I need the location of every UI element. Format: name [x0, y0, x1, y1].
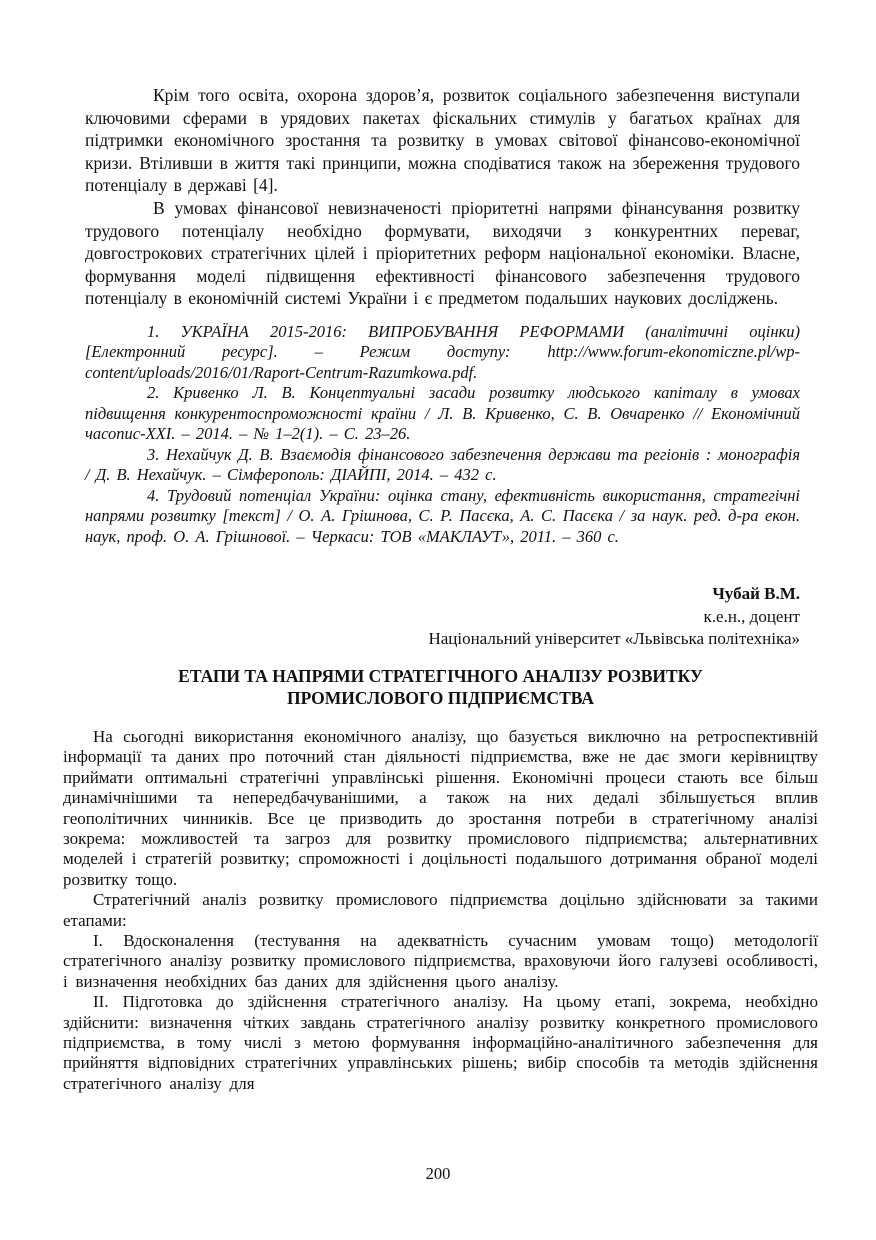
paragraph: Стратегічний аналіз розвитку промислового підприємства доцільно здійснювати за такими етапами: — [63, 890, 818, 930]
reference-item: 3. Нехайчук Д. В. Взаємодія фінансового забезпечення держави та регіонів : монографія / Д. В. Нехайчук. – Сімферополь: ДІАЙПІ, 2014. – 432 с. — [85, 444, 800, 485]
new-article-body — [63, 727, 818, 1094]
new-article-section — [63, 583, 818, 1094]
paragraph: І. Вдосконалення (тестування на адекватність сучасним умовам тощо) методології стратегічного аналізу розвитку промислового підприємства, враховуючи його галузеві особливості, і визначення необхідних баз даних для здійснення цього аналізу. — [63, 931, 818, 991]
author-block — [63, 583, 800, 651]
reference-list — [85, 322, 800, 548]
previous-article-section — [85, 84, 800, 547]
article-title-line: ПРОМИСЛОВОГО ПІДПРИЄМСТВА — [286, 687, 595, 708]
article-title — [121, 665, 761, 709]
reference-item: 1. УКРАЇНА 2015-2016: ВИПРОБУВАННЯ РЕФОРМАМИ (аналітичні оцінки) [Електронний ресурс]. – Режим доступу: http://www.forum-ekonomiczne.pl/wp-content/uploads/2016/01/Raport-Centrum-Razumkowa.pdf. — [85, 321, 800, 382]
author-name: Чубай В.М. — [712, 584, 800, 604]
author-degree: к.е.н., доцент — [703, 606, 800, 626]
author-affiliation: Національний університет «Львівська політехніка» — [428, 629, 800, 649]
paragraph: ІІ. Підготовка до здійснення стратегічного аналізу. На цьому етапі, зокрема, необхідно здійснити: визначення чітких завдань стратегічного аналізу розвитку конкретного промислового підприємства, в тому числі з метою формування інформаційно-аналітичного забезпечення для прийняття відповідних стратегічних управлінських рішень; вибір способів та методів здійснення стратегічного аналізу для — [63, 992, 818, 1093]
page-number: 200 — [425, 1164, 451, 1183]
reference-item: 2. Кривенко Л. В. Концептуальні засади розвитку людського капіталу в умовах підвищення конкурентоспроможності країни / Л. В. Кривенко, С. В. Овчаренко // Економічний часопис-XXI. – 2014. – № 1–2(1). – С. 23–26. — [85, 383, 800, 444]
paragraph: В умовах фінансової невизначеності пріоритетні напрями фінансування розвитку трудового потенціалу необхідно формувати, виходячи з конкурентних переваг, довгострокових стратегічних цілей і пріоритетних реформ національної економіки. Власне, формування моделі підвищення ефективності фінансового забезпечення трудового потенціалу в економічній системі України і є предметом подальших наукових досліджень. — [85, 197, 800, 309]
paragraph: Крім того освіта, охорона здоров’я, розвиток соціального забезпечення виступали ключовими сферами в урядових пакетах фіскальних стимулів у багатьох країнах для підтримки економічного зростання та розвитку в умовах світової фінансово-економічної кризи. Втіливши в життя такі принципи, можна сподіватися також на збереження трудового потенціалу в державі [4]. — [85, 85, 800, 196]
reference-item: 4. Трудовий потенціал України: оцінка стану, ефективність використання, стратегічні напрями розвитку [текст] / О. А. Грішнова, С. Р. Пасєка, А. С. Пасєка / за наук. ред. д-ра екон. наук, проф. О. А. Грішнової. – Черкаси: ТОВ «МАКЛАУТ», 2011. – 360 с. — [85, 485, 800, 546]
paragraph: На сьогодні використання економічного аналізу, що базується виключно на ретроспективній інформації та даних про поточний стан діяльності підприємства, вже не дає змоги керівництву приймати оптимальні стратегічні управлінські рішення. Економічні процеси стають все більш динамічнішими та непередбачуванішими, а також на них дедалі збільшується вплив геополітичних чинників. Все це призводить до зростання потреби в стратегічному аналізі зокрема: можливостей та загроз для розвитку промислового підприємства; альтернативних моделей і стратегій розвитку; спроможності і доцільності подальшого дотримання обраної моделі розвитку тощо. — [63, 726, 818, 889]
article-title-line: ЕТАПИ ТА НАПРЯМИ СТРАТЕГІЧНОГО АНАЛІЗУ РОЗВИТКУ — [178, 665, 703, 686]
